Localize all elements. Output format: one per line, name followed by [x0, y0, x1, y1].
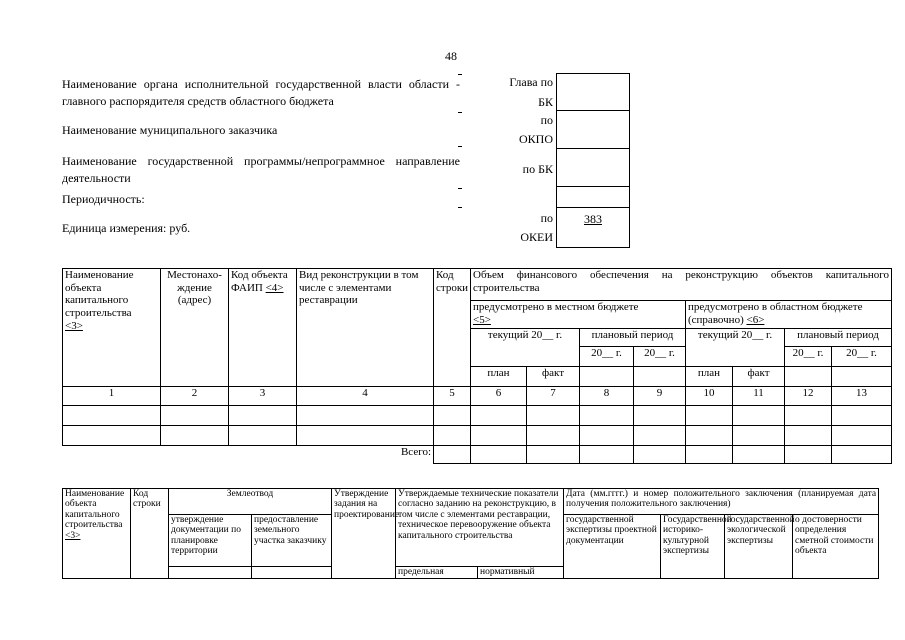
empty-cell [252, 567, 332, 579]
t2-header-date: Дата (мм.гггг.) и номер положительного заключения (планируемая дата получения положительного заключения) [564, 489, 879, 515]
program-name-label: Наименование государственной программы/непрограммное направление деятельности [62, 154, 460, 186]
col-num: 5 [434, 387, 471, 406]
col-num: 10 [686, 387, 733, 406]
data-cell[interactable] [229, 406, 297, 426]
header-row-code: Код строки [434, 269, 471, 387]
t2-header-tech-norm: нормативный [478, 567, 564, 579]
data-cell[interactable] [434, 426, 471, 446]
okei-value: 383 [584, 212, 602, 226]
line-tick [458, 74, 462, 75]
total-row [63, 446, 892, 464]
data-cell[interactable] [297, 406, 434, 426]
total-cell[interactable] [434, 446, 471, 464]
page-number: 48 [445, 49, 457, 63]
data-cell[interactable] [832, 426, 892, 446]
table-row [63, 426, 892, 446]
municipal-customer-label: Наименование муниципального заказчика [62, 123, 278, 137]
code-cell-okpo[interactable] [557, 111, 629, 149]
code-cell-empty[interactable] [557, 187, 629, 208]
empty-cell [580, 367, 634, 387]
code-label-bk: БК [538, 95, 553, 109]
data-cell[interactable] [229, 426, 297, 446]
data-cell[interactable] [785, 406, 832, 426]
data-cell[interactable] [686, 406, 733, 426]
empty-cell [169, 567, 252, 579]
code-label-po-bk: по БК [522, 162, 553, 176]
ref-6: <6> [746, 313, 765, 326]
line-tick [458, 207, 462, 208]
col-num: 11 [733, 387, 785, 406]
header-name: Наименование объекта капитального строительства <3> [63, 269, 161, 387]
finance-table [62, 268, 892, 464]
col-num: 13 [832, 387, 892, 406]
header-planned-regional: плановый период [785, 329, 892, 347]
empty-cell [634, 367, 686, 387]
code-cell-bk[interactable] [557, 149, 629, 187]
code-label-po2: по [540, 211, 553, 225]
col-num: 9 [634, 387, 686, 406]
col-num: 4 [297, 387, 434, 406]
data-cell[interactable] [63, 426, 161, 446]
empty-cell [832, 367, 892, 387]
header-location: Местонахо- ждение (адрес) [161, 269, 229, 387]
header-local-budget: предусмотрено в местном бюджете <5> [471, 301, 686, 329]
col-num: 3 [229, 387, 297, 406]
header-fact-local: факт [527, 367, 580, 387]
header-faip-code: Код объекта ФАИП <4> [229, 269, 297, 387]
col-num: 8 [580, 387, 634, 406]
line-tick [458, 112, 462, 113]
header-plan-local: план [471, 367, 527, 387]
col-num: 6 [471, 387, 527, 406]
column-numbers-row [63, 387, 892, 406]
code-cell-glava[interactable] [557, 74, 629, 111]
col-num: 12 [785, 387, 832, 406]
t2-header-state-hist: Государственной историко-культурной экспертизы [661, 515, 725, 579]
code-label-okpo: ОКПО [518, 132, 553, 146]
data-cell[interactable] [580, 406, 634, 426]
data-cell[interactable] [161, 406, 229, 426]
total-cell[interactable] [785, 446, 832, 464]
data-cell[interactable] [733, 426, 785, 446]
header-current-local: текущий 20__ г. [471, 329, 580, 367]
data-cell[interactable] [733, 406, 785, 426]
header-planned-local: плановый период [580, 329, 686, 347]
t2-header-tech: Утверждаемые технические показатели согласно заданию на реконструкцию, в том числе с элементами реставрации, техническое перевооружение объекта капитального строительства [396, 489, 564, 567]
data-cell[interactable] [832, 406, 892, 426]
empty-cell [785, 367, 832, 387]
ref-3: <3> [65, 319, 83, 332]
total-cell[interactable] [527, 446, 580, 464]
ref-5: <5> [473, 313, 491, 326]
col-num: 7 [527, 387, 580, 406]
periodicity-label: Периодичность: [62, 192, 145, 206]
header-fact-regional: факт [733, 367, 785, 387]
total-cell[interactable] [580, 446, 634, 464]
data-cell[interactable] [634, 426, 686, 446]
header-year2-regional: 20__ г. [832, 347, 892, 367]
t2-header-row-code: Код строки [131, 489, 169, 579]
data-cell[interactable] [686, 426, 733, 446]
header-year1-local: 20__ г. [580, 347, 634, 367]
data-cell[interactable] [580, 426, 634, 446]
total-cell[interactable] [832, 446, 892, 464]
data-cell[interactable] [527, 406, 580, 426]
header-year1-regional: 20__ г. [785, 347, 832, 367]
code-label-okei: ОКЕИ [520, 230, 553, 244]
t2-header-name: Наименование объекта капитального строительства <3> [63, 489, 131, 579]
total-cell[interactable] [686, 446, 733, 464]
table-row [63, 406, 892, 426]
header-regional-budget: предусмотрено в областном бюджете (справочно) <6> [686, 301, 892, 329]
total-cell[interactable] [634, 446, 686, 464]
line-tick [458, 146, 462, 147]
header-recon-type: Вид реконструкции в том числе с элементами реставрации [297, 269, 434, 387]
data-cell[interactable] [471, 426, 527, 446]
approvals-table [62, 488, 879, 579]
header-year2-local: 20__ г. [634, 347, 686, 367]
data-cell[interactable] [434, 406, 471, 426]
data-cell[interactable] [634, 406, 686, 426]
code-label-glava: Глава по [509, 75, 553, 89]
organ-name-label: Наименование органа исполнительной государственной власти области - главного распорядителя средств областного бюджета [62, 77, 460, 109]
t2-header-land-provision: предоставление земельного участка заказчику [252, 515, 332, 567]
t2-header-contract: Утверждение задания на проектирование [332, 489, 396, 579]
t2-header-land-approval: утверждение документации по планировке территории [169, 515, 252, 567]
data-cell[interactable] [297, 426, 434, 446]
data-cell[interactable] [785, 426, 832, 446]
t2-header-state-expertise: государственной экспертизы проектной документации [564, 515, 661, 579]
header-plan-regional: план [686, 367, 733, 387]
ref-3: <3> [65, 530, 81, 541]
unit-label: Единица измерения: руб. [62, 221, 191, 235]
total-cell[interactable] [733, 446, 785, 464]
t2-header-land: Землеотвод [169, 489, 332, 515]
t2-header-tech-limit: предельная [396, 567, 478, 579]
data-cell[interactable] [63, 406, 161, 426]
data-cell[interactable] [527, 426, 580, 446]
data-cell[interactable] [471, 406, 527, 426]
t2-header-estimate: о достоверности определения сметной стоимости объекта [793, 515, 879, 579]
code-box [556, 73, 630, 248]
col-num: 1 [63, 387, 161, 406]
t2-header-state-eco: государственной экологической экспертизы [725, 515, 793, 579]
header-finance: Объем финансового обеспечения на реконструкцию объектов капитального строительства [471, 269, 892, 301]
line-tick [458, 188, 462, 189]
data-cell[interactable] [161, 426, 229, 446]
total-cell[interactable] [471, 446, 527, 464]
total-label: Всего: [63, 446, 434, 464]
header-current-regional: текущий 20__ г. [686, 329, 785, 367]
ref-4: <4> [265, 281, 284, 294]
code-label-po: по [540, 113, 553, 127]
col-num: 2 [161, 387, 229, 406]
